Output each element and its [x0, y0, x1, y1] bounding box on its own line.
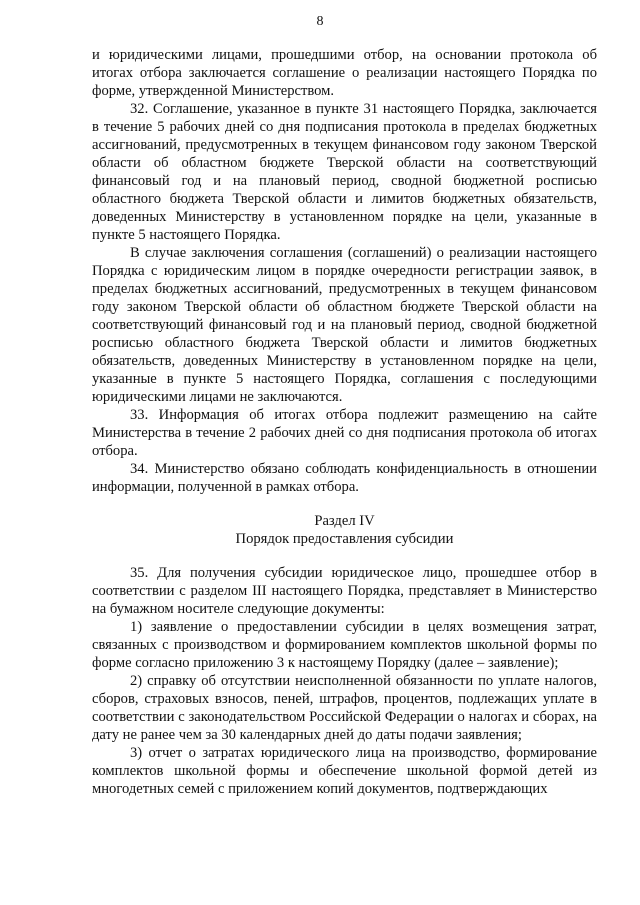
paragraph-32: 32. Соглашение, указанное в пункте 31 настоящего Порядка, заключается в течение 5 рабочих дней со дня подписания протокола в пределах бюджетных ассигнований, предусмотренных в текущем финансовом году законом Тверской области об областном бюджете Тверской области на соответствующий финансовый год и на плановый период, сводной бюджетной росписью областного бюджета Тверской области и лимитов бюджетных обязательств, доведенных Министерству в установленном порядке на цели, указанные в пункте 5 настоящего Порядка. [92, 101, 597, 243]
list-item-2: 2) справку об отсутствии неисполненной обязанности по уплате налогов, сборов, страховых взносов, пеней, штрафов, процентов, подлежащих уплате в соответствии с законодательством Российской Федерации о налогах и сборах, на дату не ранее чем за 30 календарных дней до даты подачи заявления; [92, 673, 597, 743]
paragraph-continuation: и юридическими лицами, прошедшими отбор, на основании протокола об итогах отбора заключается соглашение о реализации настоящего Порядка по форме, утвержденной Министерством. [92, 47, 597, 99]
list-item-1: 1) заявление о предоставлении субсидии в целях возмещения затрат, связанных с производством и формированием комплектов школьной формы по форме согласно приложению 3 к настоящему Порядку (далее – заявление); [92, 619, 597, 671]
paragraph-32-case: В случае заключения соглашения (соглашений) о реализации настоящего Порядка с юридическим лицом в порядке очередности регистрации заявок, в пределах бюджетных ассигнований, предусмотренных в текущем финансовом году законом Тверской области об областном бюджете Тверской области на соответствующий финансовый год и на плановый период, сводной бюджетной росписью областного бюджета Тверской области и лимитов бюджетных обязательств, доведенных Министерству в установленном порядке на цели, указанные в пункте 5 настоящего Порядка, соглашения с последующими юридическими лицами не заключаются. [92, 245, 597, 405]
paragraph-35: 35. Для получения субсидии юридическое лицо, прошедшее отбор в соответствии с разделом III настоящего Порядка, представляет в Министерство на бумажном носителе следующие документы: [92, 565, 597, 617]
paragraph-33: 33. Информация об итогах отбора подлежит размещению на сайте Министерства в течение 2 рабочих дней со дня подписания протокола об итогах отбора. [92, 407, 597, 459]
section-title: Порядок предоставления субсидии [235, 531, 454, 547]
page-number: 8 [316, 14, 324, 29]
section-heading [92, 512, 597, 548]
document-body [92, 46, 597, 798]
list-item-3: 3) отчет о затратах юридического лица на производство, формирование комплектов школьной формы и обеспечение школьной формой детей из многодетных семей с приложением копий документов, подтверждающих [92, 745, 597, 797]
paragraph-34: 34. Министерство обязано соблюдать конфиденциальность в отношении информации, полученной в рамках отбора. [92, 461, 597, 495]
section-number: Раздел IV [314, 513, 375, 529]
